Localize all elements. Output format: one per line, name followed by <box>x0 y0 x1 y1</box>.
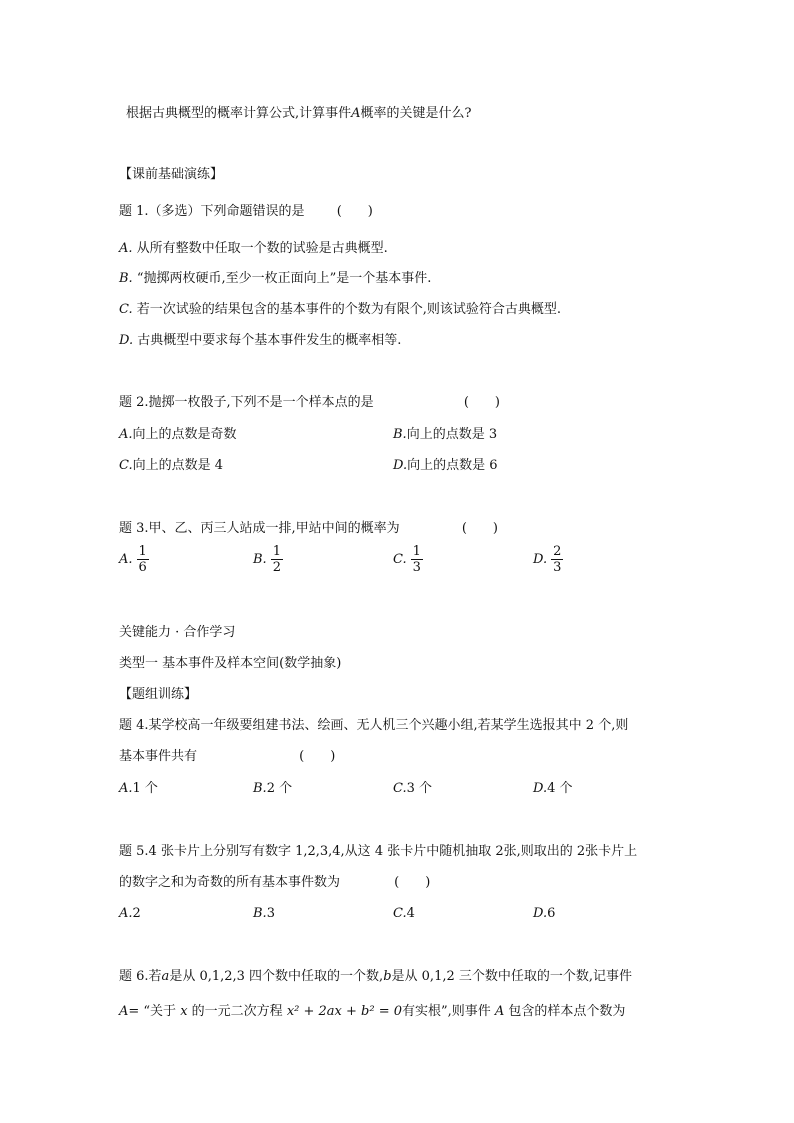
q3-option-a: A. $\frac{1}{6}$ <box>119 544 147 575</box>
q1-option-b: B. “抛掷两枚硬币,至少一枚正面向上”是一个基本事件. <box>119 271 432 286</box>
q1-option-a: A. 从所有整数中任取一个数的试验是古典概型. <box>119 241 388 256</box>
answer-paren: ( ) <box>394 875 431 890</box>
q4-option-d: D.4 个 <box>533 781 573 796</box>
fraction: $\frac{2}{3}$ <box>553 544 562 575</box>
fraction: $\frac{1}{6}$ <box>138 544 147 575</box>
q2-option-d: D.向上的点数是 6 <box>393 458 498 473</box>
fraction: $\frac{1}{3}$ <box>412 544 421 575</box>
q1-option-c: C. 若一次试验的结果包含的基本事件的个数为有限个,则该试验符合古典概型. <box>119 302 562 317</box>
q3-option-b: B. $\frac{1}{2}$ <box>253 544 281 575</box>
q5-option-b: B.3 <box>253 906 275 921</box>
q1-option-d: D. 古典概型中要求每个基本事件发生的概率相等. <box>119 333 402 348</box>
answer-paren: ( ) <box>299 749 336 764</box>
q5-option-c: C.4 <box>393 906 415 921</box>
answer-paren: ( ) <box>463 395 500 410</box>
question-6-line-2: A= “关于 x 的一元二次方程 x² + 2ax + b² = 0有实根”,则事件 A 包含的样本点个数为 <box>119 1004 626 1019</box>
question-3-stem: 题 3.甲、乙、丙三人站成一排,甲站中间的概率为 ( ) <box>119 521 498 536</box>
event-var: A <box>351 106 361 121</box>
section-heading-key-ability: 关键能力 · 合作学习 <box>119 625 236 640</box>
intro-question <box>126 105 472 123</box>
q2-option-b: B.向上的点数是 3 <box>393 427 498 442</box>
question-2-stem: 题 2.抛掷一枚骰子,下列不是一个样本点的是 ( ) <box>119 395 500 410</box>
question-5-line-1: 题 5.4 张卡片上分别写有数字 1,2,3,4,从这 4 张卡片中随机抽取 2张,则取出的 2张卡片上 <box>119 844 638 859</box>
q5-option-a: A.2 <box>119 906 141 921</box>
question-4-line-1: 题 4.某学校高一年级要组建书法、绘画、无人机三个兴趣小组,若某学生选报其中 2 个,则 <box>119 718 629 733</box>
intro-text: 根据古典概型的概率计算公式,计算事件 <box>126 106 352 121</box>
answer-paren: ( ) <box>461 521 498 536</box>
section-heading-group-training: 【题组训练】 <box>119 687 198 702</box>
fraction: $\frac{1}{2}$ <box>272 544 281 575</box>
intro-text-end: 概率的关键是什么? <box>360 106 472 121</box>
quadratic-equation: x² + 2ax + b² = 0 <box>286 1004 402 1019</box>
q3-option-c: C. $\frac{1}{3}$ <box>393 544 421 575</box>
q2-option-c: C.向上的点数是 4 <box>119 458 224 473</box>
question-4-line-2: 基本事件共有 ( ) <box>119 749 336 764</box>
question-5-line-2: 的数字之和为奇数的所有基本事件数为 ( ) <box>119 875 431 890</box>
question-1-stem: 题 1.（多选）下列命题错误的是 ( ) <box>119 204 373 219</box>
section-heading-pre-practice: 【课前基础演练】 <box>119 167 224 182</box>
q4-option-b: B.2 个 <box>253 781 293 796</box>
type-heading: 类型一 基本事件及样本空间(数学抽象) <box>119 656 342 671</box>
q3-option-d: D. $\frac{2}{3}$ <box>533 544 562 575</box>
q5-option-d: D.6 <box>533 906 556 921</box>
q4-option-c: C.3 个 <box>393 781 433 796</box>
q4-option-a: A.1 个 <box>119 781 158 796</box>
q2-option-a: A.向上的点数是奇数 <box>119 427 237 442</box>
question-6-line-1: 题 6.若a是从 0,1,2,3 四个数中任取的一个数,b是从 0,1,2 三个数中任取的一个数,记事件 <box>119 969 633 984</box>
answer-paren: ( ) <box>336 204 373 219</box>
